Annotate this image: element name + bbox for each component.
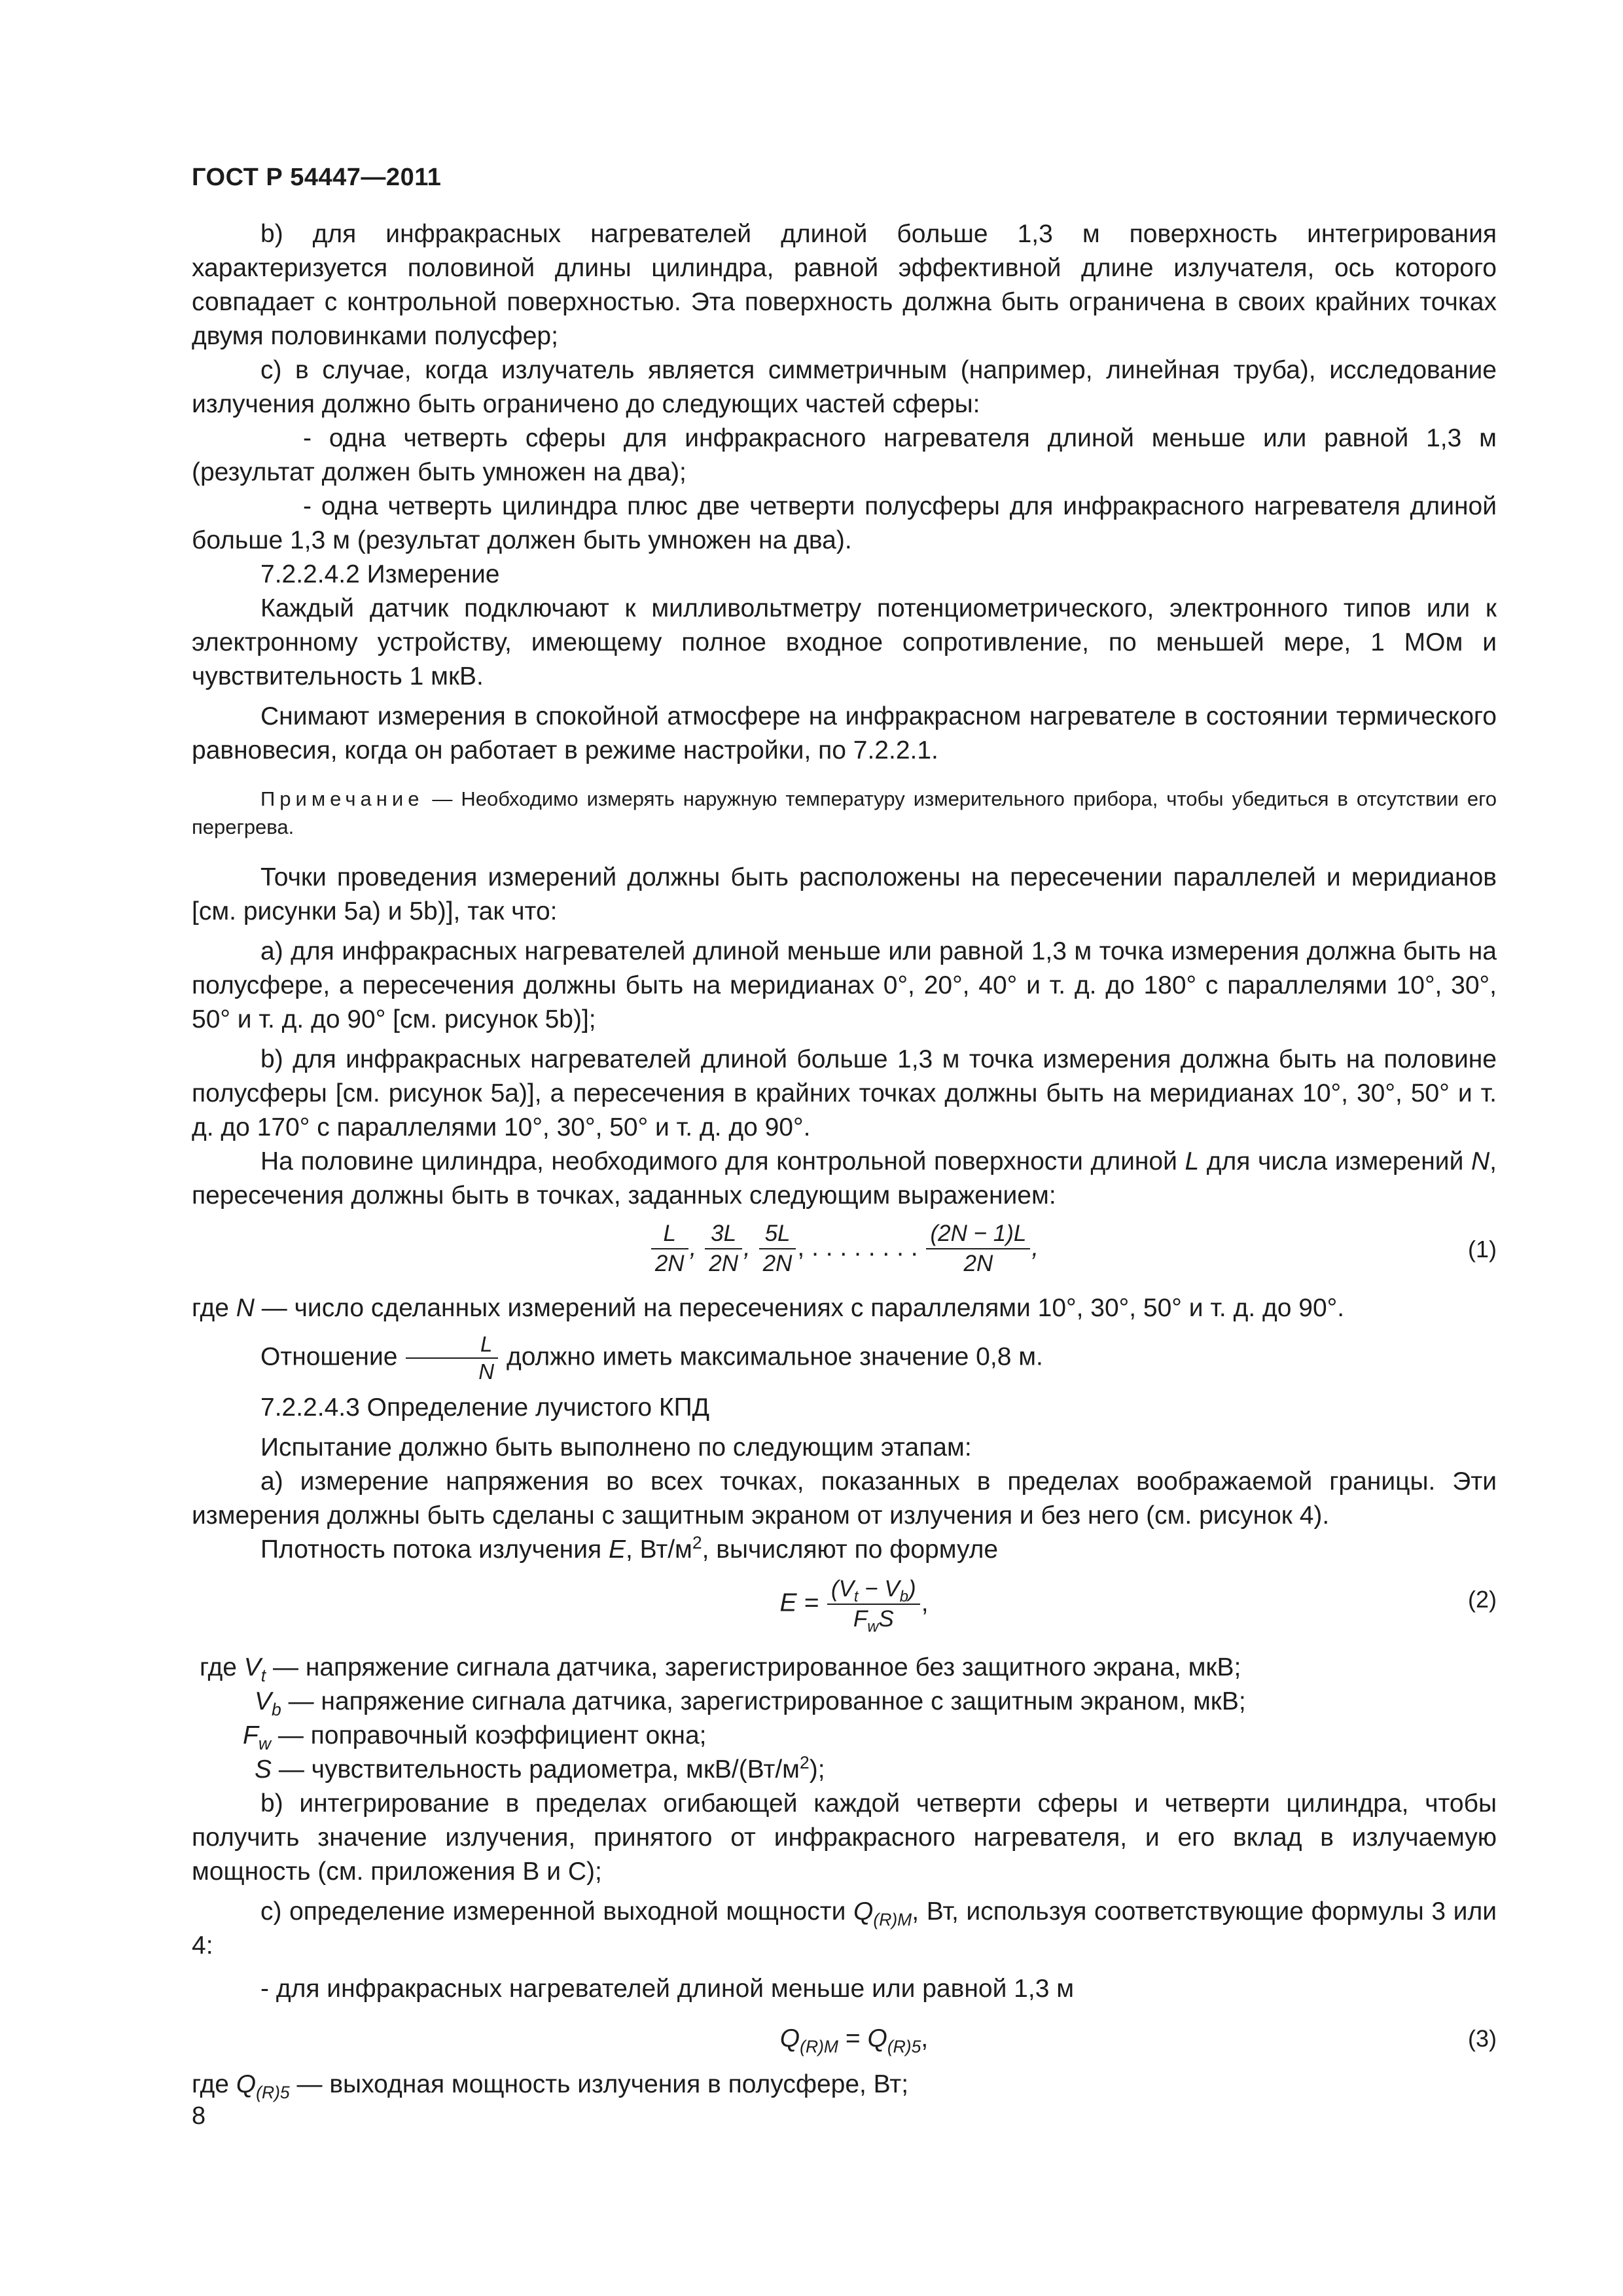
paragraph-test-stages: Испытание должно быть выполнено по следующим этапам: — [260, 1433, 972, 1462]
formula-1-fraction-2: $\frac{3L}{2N}$ — [705, 1219, 742, 1278]
definition-Fw: $F_w$ — поправочный коэффициент окна; — [243, 1721, 707, 1753]
formula-1 — [192, 1213, 1497, 1291]
list-item-quarter-cylinder: - одна четверть цилиндра плюс две четверти полусферы для инфракрасного нагревателя длиной больше 1,3 м (результат должен быть умножен на два). — [192, 492, 1497, 554]
paragraph-a-voltage-measurement: a) измерение напряжения во всех точках, показанных в пределах воображаемой границы. Эти измерения должны быть сделаны с защитным экраном от излучения и без него (см. рисунок 4). — [192, 1467, 1497, 1530]
formula-1-fraction-3: $\frac{5L}{2N}$ — [759, 1219, 796, 1278]
paragraph-flux-density: Плотность потока излучения E, $Вт/м^2$, вычисляют по формуле — [260, 1533, 999, 1564]
note — [192, 785, 1497, 841]
section-heading-measurement: 7.2.2.4.2 Измерение — [260, 560, 500, 588]
formula-1-fraction-1: $\frac{L}{2N}$ — [651, 1219, 688, 1278]
formula-1-ellipsis: , . . . . . . . . — [797, 1233, 918, 1262]
formula-2 — [192, 1567, 1497, 1651]
formula-3-expression: $Q_{(R)M} = Q_{(R)5}$, — [779, 2024, 929, 2056]
paragraph-sensor-connection: Каждый датчик подключают к милливольтметру потенциометрического, электронного типов или к электронному устройству, имеющему полное входное сопротивление, по меньшей мере, 1 МОм и чувствительность 1 мкВ. — [192, 594, 1497, 691]
paragraph-half-cylinder: На половине цилиндра, необходимого для контрольной поверхности длиной L для числа измерений N, пересечения должны быть в точках, заданных следующим выражением: — [192, 1147, 1497, 1210]
definition-Q-R5: где $Q_{(R)5}$ — выходная мощность излучения в полусфере, Вт; — [192, 2070, 909, 2102]
paragraph-measurement-points: Точки проведения измерений должны быть расположены на пересечении параллелей и меридианов [см. рисунки 5a) и 5b)], так что: — [192, 863, 1497, 925]
paragraph-ratio: Отношение $\frac{L}{N}$ должно иметь максимальное значение 0,8 м. — [260, 1332, 1043, 1384]
note-label: Примечание — [260, 787, 424, 810]
ratio-fraction: $\frac{L}{N}$ — [406, 1331, 498, 1385]
note-text: — Необходимо измерять наружную температуру измерительного прибора, чтобы убедиться в отсутствии его перегрева. — [192, 787, 1497, 838]
page-number: 8 — [192, 2102, 206, 2130]
definition-Vb: $V_b$ — напряжение сигнала датчика, зарегистрированное с защитным экраном, мкВ; — [255, 1687, 1246, 1719]
paragraph-b-half-hemisphere: b) для инфракрасных нагревателей длиной больше 1,3 м точка измерения должна быть на половине полусферы [см. рисунок 5a)], а пересечения в крайних точках должны быть на меридианах 10°, 30°, 50° и т. д. до 170° с параллелями 10°, 30°, 50° и т. д. до 90°. — [192, 1045, 1497, 1141]
list-item-quarter-sphere: - одна четверть сферы для инфракрасного нагревателя длиной меньше или равной 1,3 м (результат должен быть умножен на два); — [192, 424, 1497, 486]
definition-S: S — чувствительность радиометра, мкВ/$(Вт/м^2)$; — [255, 1753, 825, 1784]
list-item-short-heaters: - для инфракрасных нагревателей длиной меньше или равной 1,3 м — [260, 1975, 1075, 2003]
paragraph-b-integration: b) интегрирование в пределах огибающей каждой четверти сферы и четверти цилиндра, чтобы получить значение излучения, принятого от инфракрасного нагревателя, и его вклад в излучаемую мощность (см. приложения B и C); — [192, 1789, 1497, 1886]
formula-1-number: (1) — [1468, 1236, 1497, 1263]
formula-2-fraction: $\frac{(V_t - V_b)}{F_wS}$ — [827, 1575, 920, 1634]
paragraph-measurement-conditions: Снимают измерения в спокойной атмосфере на инфракрасном нагревателе в состоянии термического равновесия, когда он работает в режиме настройки, по 7.2.2.1. — [192, 702, 1497, 764]
document-body — [192, 217, 1497, 2102]
definition-Vt: где $V_t$ — напряжение сигнала датчика, зарегистрированное без защитного экрана, мкВ; — [200, 1653, 1241, 1685]
paragraph-c-output-power: c) определение измеренной выходной мощности $Q_{(R)M}$, Вт, используя соответствующие формулы 3 или 4: — [192, 1897, 1497, 1960]
document-header: ГОСТ Р 54447—2011 — [192, 164, 442, 191]
definition-N: где N — число сделанных измерений на пересечениях с параллелями 10°, 30°, 50° и т. д. до 90°. — [192, 1294, 1345, 1322]
section-heading-radiant-efficiency: 7.2.2.4.3 Определение лучистого КПД — [260, 1393, 710, 1422]
paragraph-b-long-heaters: b) для инфракрасных нагревателей длиной больше 1,3 м поверхность интегрирования характеризуется половиной длины цилиндра, равной эффективной длине излучателя, ось которого совпадает с контрольной поверхностью. Эта поверхность должна быть ограничена в своих крайних точках двумя половинками полусфер; — [192, 220, 1497, 350]
formula-3-number: (3) — [1468, 2025, 1497, 2052]
formula-2-number: (2) — [1468, 1586, 1497, 1613]
formula-1-expression: $\frac{L}{2N}$ , $\frac{3L}{2N}$ , $\frac{5L}{2N}$ , . . . . . . . . $\frac{(2N - 1)L}{2N}$ , — [192, 1219, 1497, 1278]
formula-1-fraction-4: $\frac{(2N - 1)L}{2N}$ — [926, 1219, 1030, 1278]
paragraph-a-short-heaters: a) для инфракрасных нагревателей длиной меньше или равной 1,3 м точка измерения должна быть на полусфере, а пересечения должны быть на меридианах 0°, 20°, 40° и т. д. до 180° с параллелями 10°, 30°, 50° и т. д. до 90° [см. рисунок 5b)]; — [192, 937, 1497, 1033]
formula-3 — [192, 2022, 1497, 2068]
paragraph-c-symmetric: c) в случае, когда излучатель является симметричным (например, линейная труба), исследование излучения должно быть ограничено до следующих частей сферы: — [192, 356, 1497, 418]
formula-2-expression: E = $\frac{(V_t - V_b)}{F_wS}$ , — [779, 1576, 929, 1636]
formula-2-definitions — [192, 1651, 1497, 1787]
